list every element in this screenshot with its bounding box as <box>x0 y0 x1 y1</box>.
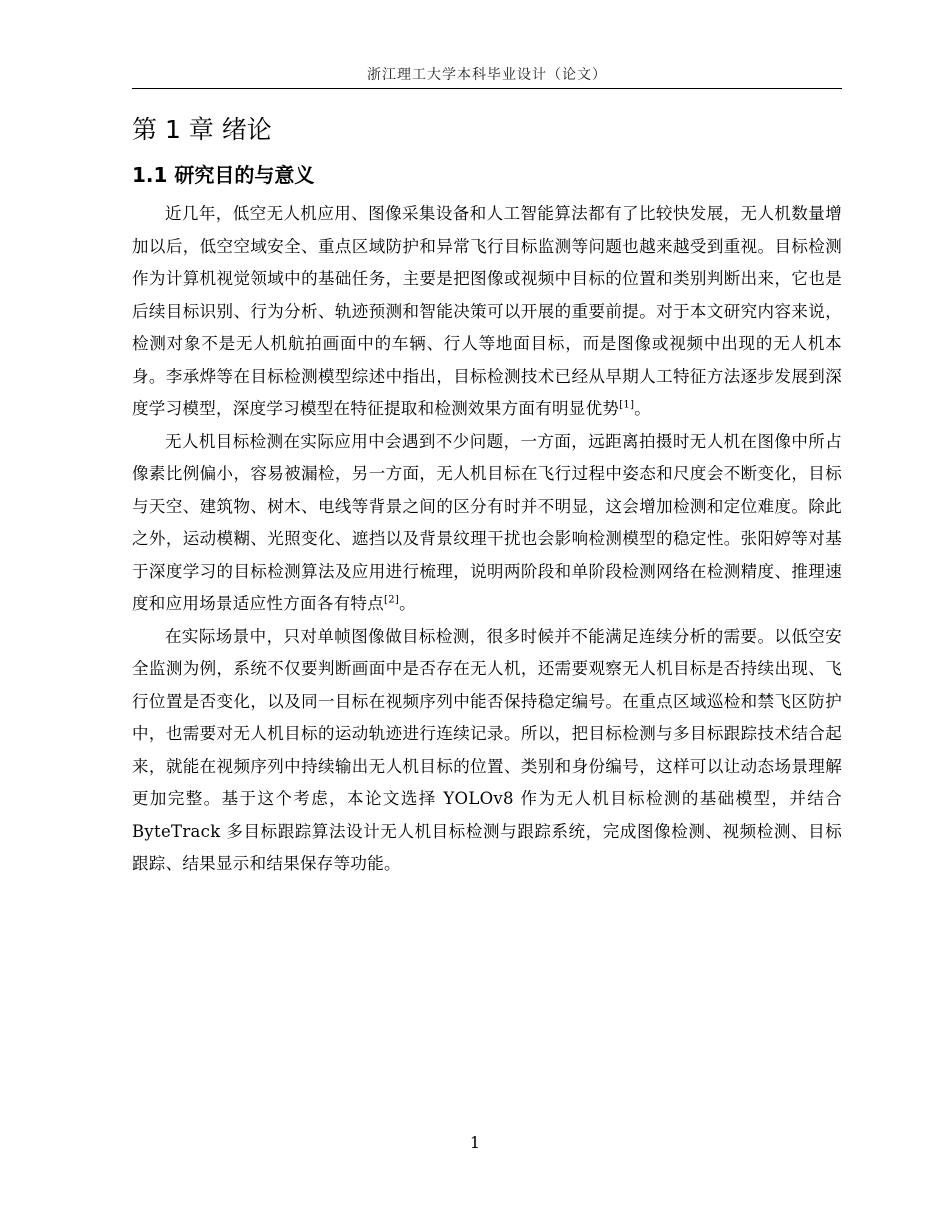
paragraph-ending: 。 <box>399 594 416 613</box>
chapter-title: 第 1 章 绪论 <box>132 115 272 144</box>
section-title: 1.1 研究目的与意义 <box>132 163 315 187</box>
paragraph-1 <box>132 198 842 426</box>
citation-marker: [1] <box>619 399 635 411</box>
page-number: 1 <box>469 1133 481 1152</box>
paragraph-ending: 。 <box>634 399 652 418</box>
paragraph-2 <box>132 426 842 621</box>
paragraph-3 <box>132 621 842 881</box>
paragraph-text: 在实际场景中，只对单帧图像做目标检测，很多时候并不能满足连续分析的需要。以低空安全监测为例，系统不仅要判断画面中是否存在无人机，还需要观察无人机目标是否持续出现、飞行位置是否变化，以及同一目标在视频序列中能否保持稳定编号。在重点区域巡检和禁飞区防护中，也需要对无人机目标的运动轨迹进行连续记录。所以，把目标检测与多目标跟踪技术结合起来，就能在视频序列中持续输出无人机目标的位置、类别和身份编号，这样可以让动态场景理解更加完整。基于这个考虑，本论文选择 YOLOv8 作为无人机目标检测的基础模型，并结合 ByteTrack 多目标跟踪算法设计无人机目标检测与跟踪系统，完成图像检测、视频检测、目标跟踪、结果显示和结果保存等功能。 <box>132 626 842 873</box>
header-rule <box>132 88 842 89</box>
paragraph-text: 无人机目标检测在实际应用中会遇到不少问题，一方面，远距离拍摄时无人机在图像中所占像素比例偏小，容易被漏检，另一方面，无人机目标在飞行过程中姿态和尺度会不断变化，目标与天空、建筑物、树木、电线等背景之间的区分有时并不明显，这会增加检测和定位难度。除此之外，运动模糊、光照变化、遮挡以及背景纹理干扰也会影响检测模型的稳定性。张阳婷等对基于深度学习的目标检测算法及应用进行梳理，说明两阶段和单阶段检测网络在检测精度、推理速度和应用场景适应性方面各有特点 <box>132 431 842 613</box>
paragraph-text: 近几年，低空无人机应用、图像采集设备和人工智能算法都有了比较快发展，无人机数量增加以后，低空空域安全、重点区域防护和异常飞行目标监测等问题也越来越受到重视。目标检测作为计算机视觉领域中的基础任务，主要是把图像或视频中目标的位置和类别判断出来，它也是后续目标识别、行为分析、轨迹预测和智能决策可以开展的重要前提。对于本文研究内容来说，检测对象不是无人机航拍画面中的车辆、行人等地面目标，而是图像或视频中出现的无人机本身。李承烨等在目标检测模型综述中指出，目标检测技术已经从早期人工特征方法逐步发展到深度学习模型，深度学习模型在特征提取和检测效果方面有明显优势 <box>132 204 842 418</box>
body-text <box>132 198 842 881</box>
citation-marker: [2] <box>384 594 400 606</box>
running-header: 浙江理工大学本科毕业设计（论文） <box>367 67 607 83</box>
